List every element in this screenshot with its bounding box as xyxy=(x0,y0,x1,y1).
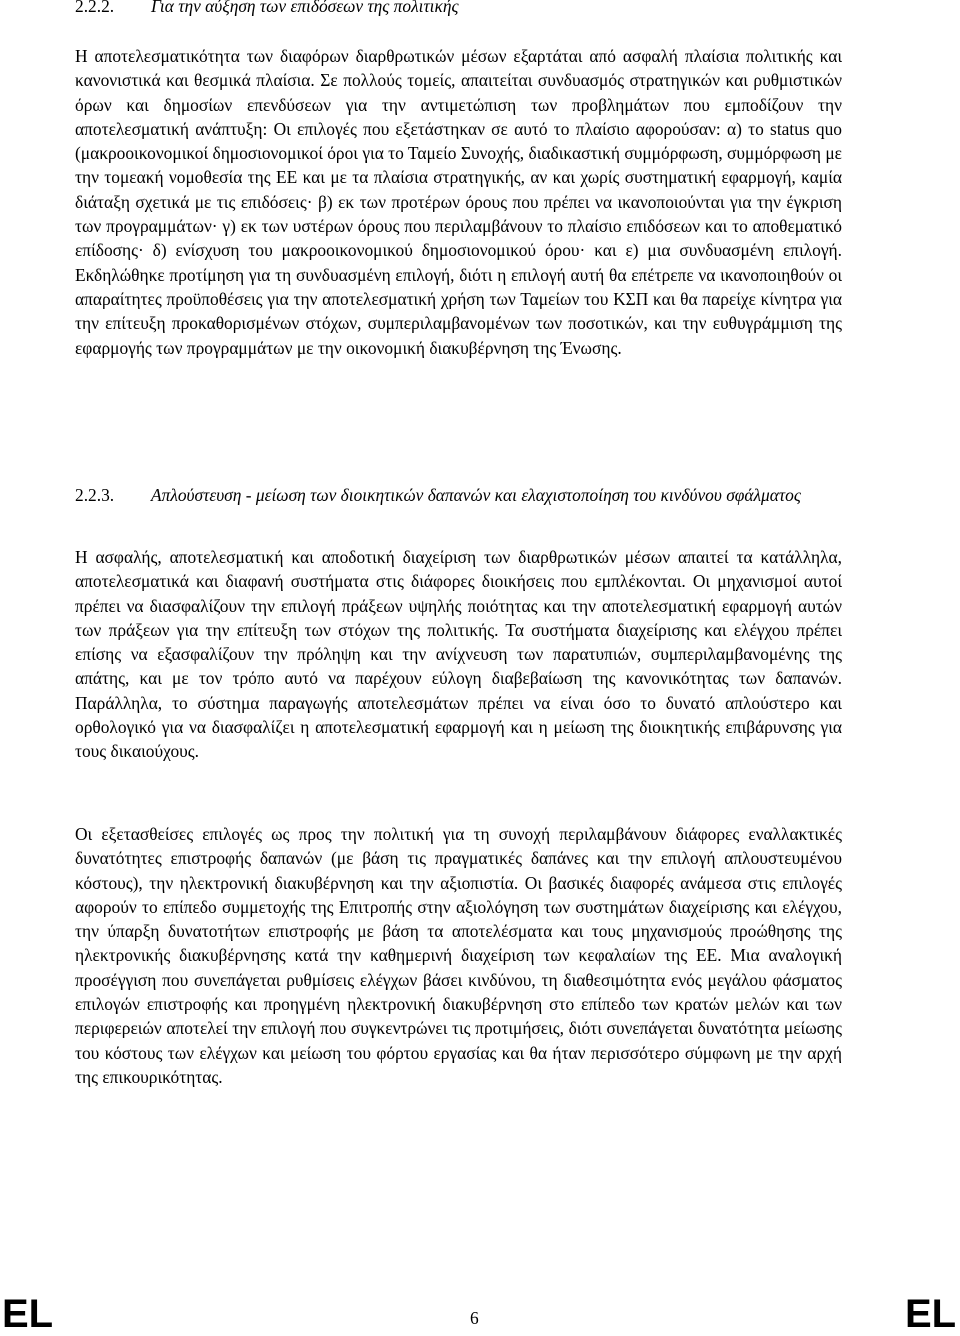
section-heading-2-2-3 xyxy=(75,483,842,508)
section-title: Απλούστευση - μείωση των διοικητικών δαπανών και ελαχιστοποίηση του κινδύνου σφάλματος xyxy=(151,485,801,505)
section-title: Για την αύξηση των επιδόσεων της πολιτικής xyxy=(151,0,459,16)
section-number: 2.2.3. xyxy=(75,485,115,505)
section-paragraph-options: Οι εξετασθείσες επιλογές ως προς την πολιτική για τη συνοχή περιλαμβάνουν διάφορες εναλλακτικές δυνατότητες επιστροφής δαπανών (με βάση τις πραγματικές δαπάνες και την επιλογή απλουστευμένου κόστους), την ηλεκτρονική διακυβέρνηση και την αξιοπιστία. Οι βασικές διαφορές ανάμεσα στις επιλογές αφορούν το επίπεδο συμμετοχής της Επιτροπής στην αξιολόγηση των συστημάτων διαχείρισης και ελέγχου, την ύπαρξη δυνατοτήτων επιστροφής με βάση τα αποτελέσματα και τους μηχανισμούς προώθησης της ηλεκτρονικής διακυβέρνησης κατά την καθημερινή διαχείριση των κεφαλαίων της ΕΕ. Μια αναλογική προσέγγιση που συνεπάγεται ρυθμίσεις ελέγχων βάσει κινδύνου, τη διαθεσιμότητα ενός μεγάλου φάσματος επιλογών επιστροφής και προηγμένη ηλεκτρονική διακυβέρνηση στο επίπεδο των κρατών μελών και των περιφερειών αποτελεί την επιλογή που συγκεντρώνει τις προτιμήσεις, διότι συνεπάγεται δυνατότητα μείωσης του κόστους των ελέγχων και μείωση του φόρτου εργασίας και θα ήταν περισσότερο σύμφωνη με την αρχή της επικουρικότητας. xyxy=(75,824,842,1087)
section-number: 2.2.2. xyxy=(75,0,115,16)
section-heading-2-2-2 xyxy=(75,0,842,18)
footer-language-code-right: EL xyxy=(905,1292,957,1336)
page-number: 6 xyxy=(470,1308,479,1328)
footer-language-code-left: EL xyxy=(2,1292,54,1336)
section-paragraph-management: Η ασφαλής, αποτελεσματική και αποδοτική διαχείριση των διαρθρωτικών μέσων απαιτεί τα κατάλληλα, αποτελεσματικά και διαφανή συστήματα στις διάφορες διοικήσεις που εμπλέκονται. Οι μηχανισμοί αυτοί πρέπει να διασφαλίζουν την επιλογή πράξεων υψηλής ποιότητας και την αποτελεσματική εφαρμογή αυτών των πράξεων για την επίτευξη των στόχων της πολιτικής. Τα συστήματα διαχείρισης και ελέγχου πρέπει επίσης να εξασφαλίζουν την πρόληψη και την ανίχνευση των παρατυπιών, συμπεριλαμβανομένης της απάτης, και με τον τρόπο αυτό να παρέχουν εύλογη διαβεβαίωση της κανονικότητας των δαπανών. Παράλληλα, το σύστημα παραγωγής αποτελεσμάτων πρέπει να είναι όσο το δυνατό απλούστερο και ορθολογικό για να διασφαλίζει η αποτελεσματική εφαρμογή και η μείωση της διοικητικής επιβάρυνσης για τους δικαιούχους. xyxy=(75,547,842,762)
section-paragraph-performance: Η αποτελεσματικότητα των διαφόρων διαρθρωτικών μέσων εξαρτάται από ασφαλή πλαίσια πολιτικής και κανονιστικά και θεσμικά πλαίσια. Σε πολλούς τομείς, απαιτείται συνδυασμός στρατηγικών και ρυθμιστικών όρων και δημοσίων επενδύσεων για την αντιμετώπιση των προβλημάτων που εμποδίζουν την αποτελεσματική ανάπτυξη: Οι επιλογές που εξετάστηκαν σε αυτό το πλαίσιο αφορούσαν: α) το status quo (μακροοικονομικοί δημοσιονομικοί όροι για το Ταμείο Συνοχής, διαδικαστική συμμόρφωση, συμμόρφωση με την τομεακή νομοθεσία της ΕΕ και με τα πλαίσια στρατηγικής, αν και χωρίς συστηματική εφαρμογή, καμία διάταξη σχετικά με τις επιδόσεις· β) εκ των προτέρων όρους που πρέπει να ικανοποιούνται για την έγκριση των προγραμμάτων· γ) εκ των υστέρων όρους που περιλαμβάνουν το πλαίσιο επιδόσεων και το αποθεματικό επίδοσης· δ) ενίσχυση του μακροοικονομικού δημοσιονομικού όρου· και ε) μια συνδυασμένη επιλογή. Εκδηλώθηκε προτίμηση για τη συνδυασμένη επιλογή, διότι η επιλογή αυτή θα επέτρεπε να ικανοποιηθούν οι απαραίτητες προϋποθέσεις για την αποτελεσματική χρήση των Ταμείων του ΚΣΠ και θα παρείχε κίνητρα για την επίτευξη προκαθορισμένων στόχων, συμπεριλαμβανομένων των ποσοτικών, και την ευθυγράμμιση της εφαρμογής των προγραμμάτων με την οικονομική διακυβέρνηση της Ένωσης. xyxy=(75,46,842,358)
